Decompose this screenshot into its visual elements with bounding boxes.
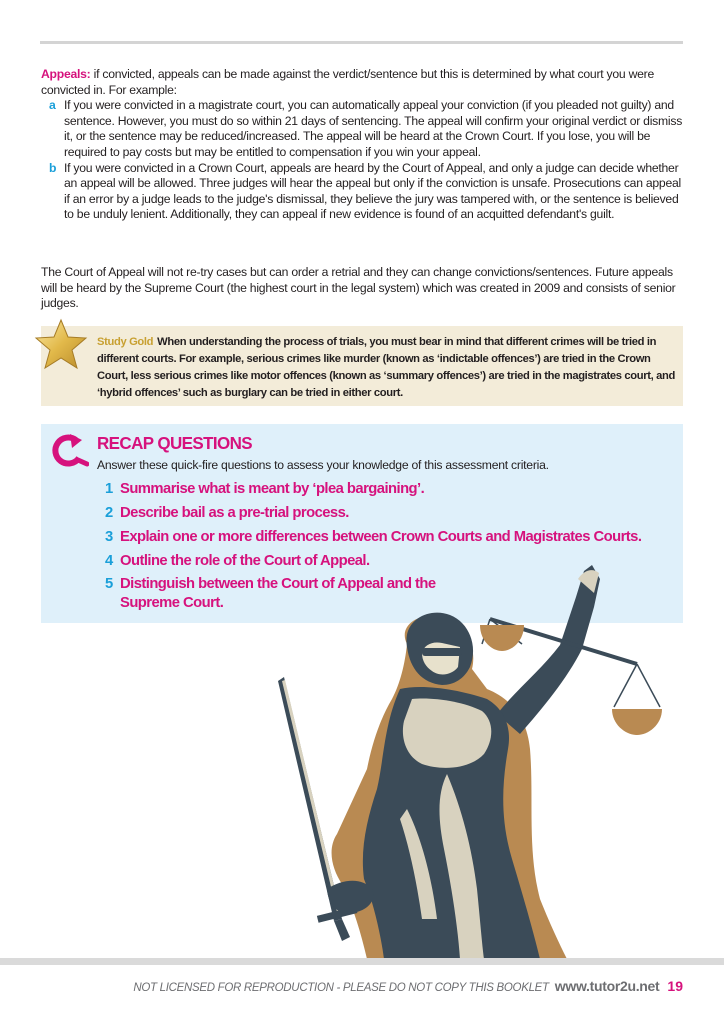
question-number: 2	[105, 505, 113, 521]
question-number: 5	[105, 576, 113, 592]
list-marker: a	[49, 98, 56, 113]
appeals-section	[41, 67, 683, 223]
appeals-intro	[41, 67, 683, 98]
recap-question	[100, 527, 670, 547]
recap-intro: Answer these quick-fire questions to assess your knowledge of this assessment criteria.	[97, 458, 549, 472]
lady-justice-illustration	[272, 549, 672, 959]
bottom-divider	[0, 958, 724, 965]
appeals-item-text: If you were convicted in a magistrate court, you can automatically appeal your conviction (if you pleaded not guilty) and sentence. However, you must do so within 21 days of sentencing. The appeal will confirm your original verdict or dismiss it, or the sentence may be reduced/increased. The appeal will be heard at the Crown Court. If you lose, you will be required to pay costs but may be entitled to compensation if you win your appeal.	[64, 98, 683, 159]
footer-website-link[interactable]: www.tutor2u.net	[554, 978, 660, 994]
recap-arrow-icon	[49, 431, 89, 469]
study-gold-text: When understanding the process of trials, you must bear in mind that different crimes will be tried in different courts. For example, serious crimes like murder (known as ‘indictable offences’) are tried in the Crown Court, less serious crimes like motor offences (known as ‘summary offences’) are tried in the magistrates court, and ‘hybrid offences’ such as burglary can be tried in either court.	[97, 336, 676, 399]
question-text: Explain one or more differences between Crown Courts and Magistrates Courts.	[120, 529, 642, 545]
recap-question	[100, 503, 670, 523]
page-footer	[0, 978, 683, 996]
gold-star-icon	[33, 318, 89, 372]
question-number: 3	[105, 529, 113, 545]
appeals-item-b	[41, 161, 683, 223]
recap-question	[100, 479, 670, 499]
question-text: Outline the role of the Court of Appeal.	[120, 553, 370, 569]
appeals-list	[41, 98, 683, 223]
recap-title: RECAP QUESTIONS	[97, 433, 253, 454]
court-of-appeal-paragraph: The Court of Appeal will not re-try cases but can order a retrial and they can change convictions/sentences. Future appeals will be heard by the Supreme Court (the highest court in the legal system) which was created in 2009 and consists of senior judges.	[41, 265, 676, 311]
study-gold-title: Study Gold	[97, 336, 154, 348]
top-divider	[40, 41, 683, 44]
appeals-item-a	[41, 98, 683, 160]
question-text: Summarise what is meant by ‘plea bargaining’.	[120, 481, 425, 497]
question-text: Distinguish between the Court of Appeal and the Supreme Court.	[120, 576, 436, 611]
appeals-intro-text: if convicted, appeals can be made against the verdict/sentence but this is determined by what court you were convicted in. For example:	[41, 67, 654, 97]
study-gold-text-block	[97, 334, 677, 402]
appeals-item-text: If you were convicted in a Crown Court, appeals are heard by the Court of Appeal, and only a judge can decide whether an appeal will be allowed. Three judges will hear the appeal but only if the conviction is unsafe. Prosecutions can appeal if an error by a judge leads to the judge's dismissal, they believe the jury was tampered with, or the sentence is believed to be unduly lenient. Additionally, they can appeal if new evidence is found of an acquitted defendant's guilt.	[64, 160, 681, 222]
list-marker: b	[49, 160, 57, 175]
question-number: 1	[105, 481, 113, 497]
page-number: 19	[667, 978, 683, 994]
question-number: 4	[105, 553, 113, 569]
appeals-lead: Appeals:	[41, 67, 91, 81]
question-text: Describe bail as a pre-trial process.	[120, 505, 349, 521]
footer-notice: NOT LICENSED FOR REPRODUCTION - PLEASE DO NOT COPY THIS BOOKLET	[133, 982, 549, 994]
